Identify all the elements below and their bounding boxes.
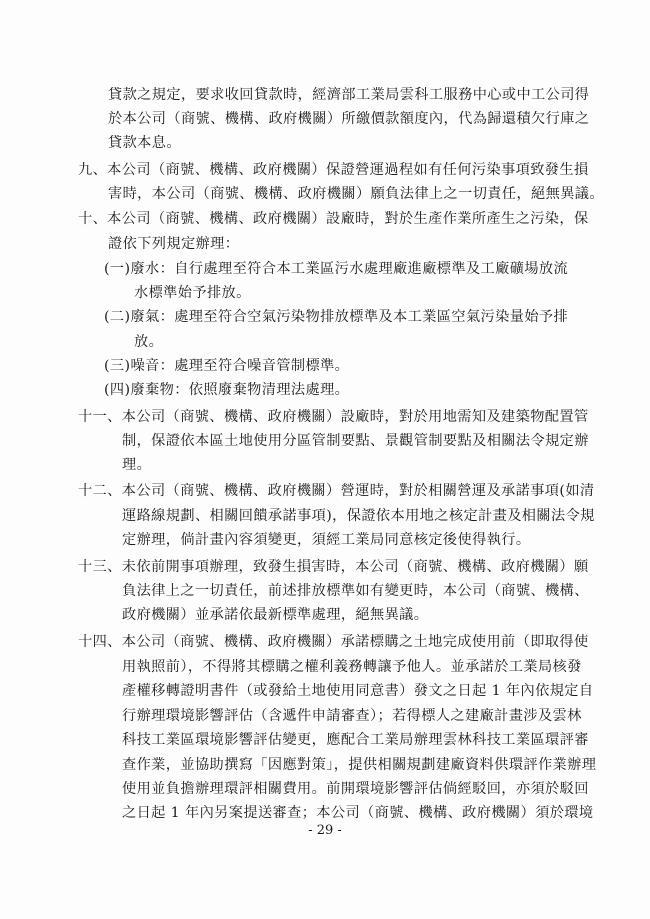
text-line: 十二、本公司（商號、機構、政府機關）營運時，對於相關營運及承諾事項(如清: [78, 483, 595, 499]
text-line: 科技工業區環境影響評估變更，應配合工業局辦理雲林科技工業區環評審: [122, 732, 589, 748]
page-number: - 29 -: [308, 823, 342, 838]
text-line: 用執照前），不得將其標購之權利義務轉讓予他人。並承諾於工業局核發: [122, 659, 582, 675]
text-line: 放。: [134, 334, 164, 350]
text-line: 害時，本公司（商號、機構、政府機關）願負法律上之一切責任，絕無異議。: [108, 186, 604, 202]
text-line: 行辦理環境影響評估（含遞件申請審查）；若得標人之建廠計畫涉及雲林: [122, 708, 582, 724]
text-line: 運路線規劃、相關回饋承諾事項)，保證依本用地之核定計畫及相關法令規: [122, 508, 595, 524]
text-line: 貸款本息。: [108, 135, 181, 151]
text-line: 水標準始予排放。: [134, 285, 251, 301]
text-line: 使用並負擔辦理環評相關費用。前開環境影響評估倘經駁回，亦須於駁回: [122, 781, 589, 797]
text-line: 證依下列規定辦理：: [108, 236, 240, 252]
text-line: 政府機關）並承諾依最新標準處理，絕無異議。: [122, 607, 429, 623]
text-line: 負法律上之一切責任，前述排放標準如有變更時，本公司（商號、機構、: [122, 583, 589, 599]
text-line: 十四、本公司（商號、機構、政府機關）承諾標購之土地完成使用前（即取得使: [78, 634, 589, 650]
text-line: (四)廢棄物：依照廢棄物清理法處理。: [104, 382, 350, 398]
text-line: (三)噪音：處理至符合噪音管制標準。: [104, 358, 350, 374]
text-line: 理。: [122, 457, 152, 473]
text-line: 於本公司（商號、機構、政府機關）所繳價款額度內，代為歸還積欠行庫之: [108, 111, 590, 127]
text-line: (一)廢水：自行處理至符合本工業區污水處理廠進廠標準及工廠礦場放流: [104, 261, 569, 277]
text-line: 九、本公司（商號、機構、政府機關）保證營運過程如有任何污染事項致發生損: [78, 162, 589, 178]
text-line: (二)廢氣：處理至符合空氣污染物排放標準及本工業區空氣污染量始予排: [104, 309, 569, 325]
text-line: 十一、本公司（商號、機構、政府機關）設廠時，對於用地需知及建築物配置管: [78, 409, 589, 425]
text-line: 十、本公司（商號、機構、政府機關）設廠時，對於生產作業所產生之污染，保: [78, 211, 589, 227]
text-line: 產權移轉證明書件（或發給土地使用同意書）發文之日起 1 年內依規定自: [122, 683, 594, 699]
text-line: 之日起 1 年內另案提送審查；本公司（商號、機構、政府機關）須於環境: [122, 805, 594, 821]
text-line: 查作業，並協助撰寫「因應對策」，提供相關規劃建廠資料供環評作業辦理: [122, 757, 597, 773]
text-line: 十三、未依前開事項辦理，致發生損害時，本公司（商號、機構、政府機關）願: [78, 559, 589, 575]
text-line: 制，保證依本區土地使用分區管制要點、景觀管制要點及相關法令規定辦: [122, 433, 589, 449]
text-line: 貸款之規定，要求收回貸款時，經濟部工業局雲科工服務中心或中工公司得: [108, 87, 590, 103]
text-line: 定辦理，倘計畫內容須變更，須經工業局同意核定後使得執行。: [122, 532, 531, 548]
